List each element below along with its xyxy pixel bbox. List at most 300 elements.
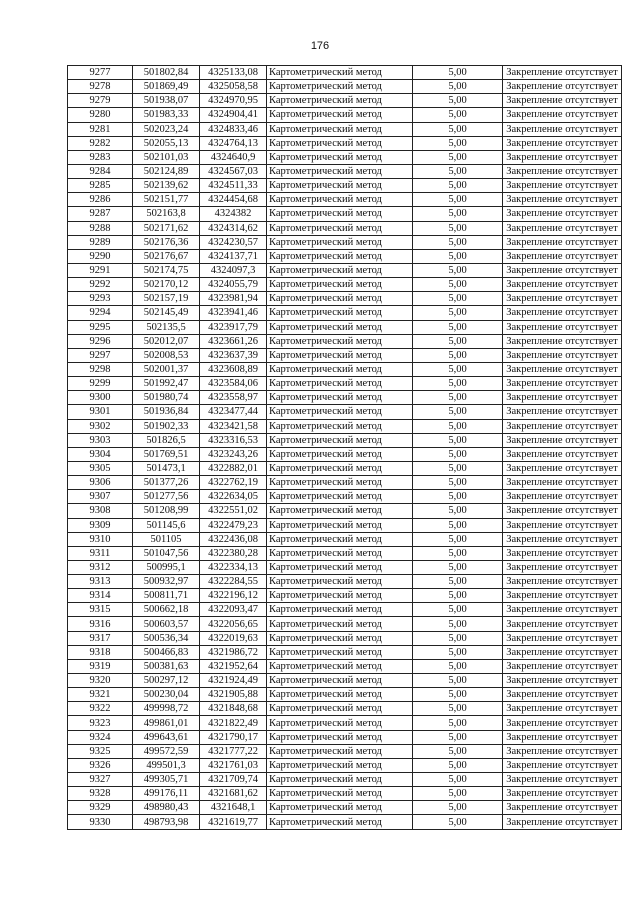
x-coordinate-cell: 501802,84 xyxy=(133,66,200,80)
point-number-cell: 9313 xyxy=(68,575,133,589)
y-coordinate-cell: 4322479,23 xyxy=(200,518,267,532)
x-coordinate-cell: 502055,13 xyxy=(133,136,200,150)
y-coordinate-cell: 4323917,79 xyxy=(200,320,267,334)
fixation-cell: Закрепление отсутствует xyxy=(503,801,622,815)
point-number-cell: 9307 xyxy=(68,490,133,504)
fixation-cell: Закрепление отсутствует xyxy=(503,193,622,207)
accuracy-cell: 5,00 xyxy=(413,263,503,277)
method-cell: Картометрический метод xyxy=(267,476,413,490)
y-coordinate-cell: 4322284,55 xyxy=(200,575,267,589)
table-row xyxy=(68,447,622,461)
point-number-cell: 9291 xyxy=(68,263,133,277)
accuracy-cell: 5,00 xyxy=(413,560,503,574)
point-number-cell: 9311 xyxy=(68,546,133,560)
x-coordinate-cell: 500662,18 xyxy=(133,603,200,617)
table-row xyxy=(68,730,622,744)
method-cell: Картометрический метод xyxy=(267,122,413,136)
x-coordinate-cell: 500297,12 xyxy=(133,674,200,688)
x-coordinate-cell: 499176,11 xyxy=(133,787,200,801)
fixation-cell: Закрепление отсутствует xyxy=(503,278,622,292)
table-row xyxy=(68,631,622,645)
method-cell: Картометрический метод xyxy=(267,405,413,419)
fixation-cell: Закрепление отсутствует xyxy=(503,80,622,94)
point-number-cell: 9312 xyxy=(68,560,133,574)
y-coordinate-cell: 4324230,57 xyxy=(200,235,267,249)
method-cell: Картометрический метод xyxy=(267,249,413,263)
fixation-cell: Закрепление отсутствует xyxy=(503,433,622,447)
x-coordinate-cell: 500230,04 xyxy=(133,688,200,702)
method-cell: Картометрический метод xyxy=(267,730,413,744)
point-number-cell: 9300 xyxy=(68,391,133,405)
fixation-cell: Закрепление отсутствует xyxy=(503,334,622,348)
x-coordinate-cell: 502145,49 xyxy=(133,306,200,320)
method-cell: Картометрический метод xyxy=(267,758,413,772)
x-coordinate-cell: 501277,56 xyxy=(133,490,200,504)
x-coordinate-cell: 501902,33 xyxy=(133,419,200,433)
accuracy-cell: 5,00 xyxy=(413,716,503,730)
table-row xyxy=(68,292,622,306)
fixation-cell: Закрепление отсутствует xyxy=(503,730,622,744)
x-coordinate-cell: 502163,8 xyxy=(133,207,200,221)
x-coordinate-cell: 502001,37 xyxy=(133,362,200,376)
accuracy-cell: 5,00 xyxy=(413,631,503,645)
table-row xyxy=(68,179,622,193)
y-coordinate-cell: 4323477,44 xyxy=(200,405,267,419)
method-cell: Картометрический метод xyxy=(267,66,413,80)
y-coordinate-cell: 4324640,9 xyxy=(200,150,267,164)
x-coordinate-cell: 500932,97 xyxy=(133,575,200,589)
fixation-cell: Закрепление отсутствует xyxy=(503,560,622,574)
x-coordinate-cell: 501826,5 xyxy=(133,433,200,447)
accuracy-cell: 5,00 xyxy=(413,532,503,546)
point-number-cell: 9329 xyxy=(68,801,133,815)
point-number-cell: 9308 xyxy=(68,504,133,518)
point-number-cell: 9320 xyxy=(68,674,133,688)
table-row xyxy=(68,433,622,447)
fixation-cell: Закрепление отсутствует xyxy=(503,461,622,475)
y-coordinate-cell: 4325058,58 xyxy=(200,80,267,94)
method-cell: Картометрический метод xyxy=(267,532,413,546)
point-number-cell: 9326 xyxy=(68,758,133,772)
point-number-cell: 9310 xyxy=(68,532,133,546)
point-number-cell: 9292 xyxy=(68,278,133,292)
point-number-cell: 9314 xyxy=(68,589,133,603)
method-cell: Картометрический метод xyxy=(267,207,413,221)
table-row xyxy=(68,207,622,221)
point-number-cell: 9298 xyxy=(68,362,133,376)
fixation-cell: Закрепление отсутствует xyxy=(503,94,622,108)
table-row xyxy=(68,787,622,801)
method-cell: Картометрический метод xyxy=(267,447,413,461)
accuracy-cell: 5,00 xyxy=(413,292,503,306)
y-coordinate-cell: 4321709,74 xyxy=(200,773,267,787)
fixation-cell: Закрепление отсутствует xyxy=(503,263,622,277)
accuracy-cell: 5,00 xyxy=(413,108,503,122)
table-row xyxy=(68,306,622,320)
fixation-cell: Закрепление отсутствует xyxy=(503,362,622,376)
x-coordinate-cell: 502151,77 xyxy=(133,193,200,207)
table-row xyxy=(68,744,622,758)
point-number-cell: 9288 xyxy=(68,221,133,235)
fixation-cell: Закрепление отсутствует xyxy=(503,348,622,362)
accuracy-cell: 5,00 xyxy=(413,320,503,334)
method-cell: Картометрический метод xyxy=(267,278,413,292)
fixation-cell: Закрепление отсутствует xyxy=(503,674,622,688)
point-number-cell: 9279 xyxy=(68,94,133,108)
fixation-cell: Закрепление отсутствует xyxy=(503,787,622,801)
table-row xyxy=(68,702,622,716)
table-row xyxy=(68,575,622,589)
table-row xyxy=(68,66,622,80)
table-row xyxy=(68,348,622,362)
table-row xyxy=(68,278,622,292)
method-cell: Картометрический метод xyxy=(267,815,413,829)
accuracy-cell: 5,00 xyxy=(413,801,503,815)
accuracy-cell: 5,00 xyxy=(413,575,503,589)
method-cell: Картометрический метод xyxy=(267,617,413,631)
y-coordinate-cell: 4323661,26 xyxy=(200,334,267,348)
accuracy-cell: 5,00 xyxy=(413,179,503,193)
method-cell: Картометрический метод xyxy=(267,716,413,730)
accuracy-cell: 5,00 xyxy=(413,122,503,136)
method-cell: Картометрический метод xyxy=(267,221,413,235)
method-cell: Картометрический метод xyxy=(267,136,413,150)
method-cell: Картометрический метод xyxy=(267,645,413,659)
method-cell: Картометрический метод xyxy=(267,164,413,178)
method-cell: Картометрический метод xyxy=(267,546,413,560)
point-number-cell: 9296 xyxy=(68,334,133,348)
accuracy-cell: 5,00 xyxy=(413,815,503,829)
x-coordinate-cell: 501145,6 xyxy=(133,518,200,532)
method-cell: Картометрический метод xyxy=(267,490,413,504)
y-coordinate-cell: 4324097,3 xyxy=(200,263,267,277)
y-coordinate-cell: 4323316,53 xyxy=(200,433,267,447)
table-row xyxy=(68,377,622,391)
table-row xyxy=(68,122,622,136)
fixation-cell: Закрепление отсутствует xyxy=(503,744,622,758)
table-row xyxy=(68,815,622,829)
table-row xyxy=(68,108,622,122)
table-row xyxy=(68,617,622,631)
point-number-cell: 9328 xyxy=(68,787,133,801)
fixation-cell: Закрепление отсутствует xyxy=(503,631,622,645)
fixation-cell: Закрепление отсутствует xyxy=(503,136,622,150)
table-row xyxy=(68,405,622,419)
point-number-cell: 9316 xyxy=(68,617,133,631)
fixation-cell: Закрепление отсутствует xyxy=(503,758,622,772)
x-coordinate-cell: 501983,33 xyxy=(133,108,200,122)
point-number-cell: 9304 xyxy=(68,447,133,461)
accuracy-cell: 5,00 xyxy=(413,589,503,603)
x-coordinate-cell: 500995,1 xyxy=(133,560,200,574)
x-coordinate-cell: 502135,5 xyxy=(133,320,200,334)
table-row xyxy=(68,758,622,772)
method-cell: Картометрический метод xyxy=(267,702,413,716)
method-cell: Картометрический метод xyxy=(267,334,413,348)
x-coordinate-cell: 499861,01 xyxy=(133,716,200,730)
fixation-cell: Закрепление отсутствует xyxy=(503,603,622,617)
accuracy-cell: 5,00 xyxy=(413,476,503,490)
point-number-cell: 9330 xyxy=(68,815,133,829)
table-row xyxy=(68,94,622,108)
point-number-cell: 9286 xyxy=(68,193,133,207)
accuracy-cell: 5,00 xyxy=(413,334,503,348)
method-cell: Картометрический метод xyxy=(267,659,413,673)
fixation-cell: Закрепление отсутствует xyxy=(503,490,622,504)
fixation-cell: Закрепление отсутствует xyxy=(503,292,622,306)
x-coordinate-cell: 502124,89 xyxy=(133,164,200,178)
x-coordinate-cell: 502176,36 xyxy=(133,235,200,249)
x-coordinate-cell: 501377,26 xyxy=(133,476,200,490)
table-row xyxy=(68,235,622,249)
method-cell: Картометрический метод xyxy=(267,320,413,334)
fixation-cell: Закрепление отсутствует xyxy=(503,659,622,673)
y-coordinate-cell: 4323941,46 xyxy=(200,306,267,320)
x-coordinate-cell: 502023,24 xyxy=(133,122,200,136)
y-coordinate-cell: 4322334,13 xyxy=(200,560,267,574)
y-coordinate-cell: 4322093,47 xyxy=(200,603,267,617)
fixation-cell: Закрепление отсутствует xyxy=(503,447,622,461)
method-cell: Картометрический метод xyxy=(267,801,413,815)
y-coordinate-cell: 4324314,62 xyxy=(200,221,267,235)
table-row xyxy=(68,490,622,504)
y-coordinate-cell: 4322882,01 xyxy=(200,461,267,475)
y-coordinate-cell: 4321924,49 xyxy=(200,674,267,688)
y-coordinate-cell: 4321848,68 xyxy=(200,702,267,716)
table-row xyxy=(68,532,622,546)
method-cell: Картометрический метод xyxy=(267,263,413,277)
point-number-cell: 9309 xyxy=(68,518,133,532)
x-coordinate-cell: 501769,51 xyxy=(133,447,200,461)
y-coordinate-cell: 4321905,88 xyxy=(200,688,267,702)
table-row xyxy=(68,419,622,433)
y-coordinate-cell: 4323243,26 xyxy=(200,447,267,461)
accuracy-cell: 5,00 xyxy=(413,433,503,447)
point-number-cell: 9282 xyxy=(68,136,133,150)
accuracy-cell: 5,00 xyxy=(413,94,503,108)
y-coordinate-cell: 4323608,89 xyxy=(200,362,267,376)
table-row xyxy=(68,320,622,334)
method-cell: Картометрический метод xyxy=(267,391,413,405)
fixation-cell: Закрепление отсутствует xyxy=(503,405,622,419)
table-row xyxy=(68,221,622,235)
point-number-cell: 9315 xyxy=(68,603,133,617)
method-cell: Картометрический метод xyxy=(267,589,413,603)
y-coordinate-cell: 4321619,77 xyxy=(200,815,267,829)
y-coordinate-cell: 4325133,08 xyxy=(200,66,267,80)
page-number: 176 xyxy=(310,40,330,52)
table-row xyxy=(68,504,622,518)
table-row xyxy=(68,659,622,673)
fixation-cell: Закрепление отсутствует xyxy=(503,164,622,178)
y-coordinate-cell: 4324382 xyxy=(200,207,267,221)
x-coordinate-cell: 500466,83 xyxy=(133,645,200,659)
accuracy-cell: 5,00 xyxy=(413,377,503,391)
method-cell: Картометрический метод xyxy=(267,193,413,207)
accuracy-cell: 5,00 xyxy=(413,490,503,504)
accuracy-cell: 5,00 xyxy=(413,362,503,376)
y-coordinate-cell: 4322762,19 xyxy=(200,476,267,490)
method-cell: Картометрический метод xyxy=(267,603,413,617)
table-row xyxy=(68,560,622,574)
table-row xyxy=(68,674,622,688)
fixation-cell: Закрепление отсутствует xyxy=(503,122,622,136)
accuracy-cell: 5,00 xyxy=(413,504,503,518)
method-cell: Картометрический метод xyxy=(267,688,413,702)
method-cell: Картометрический метод xyxy=(267,108,413,122)
accuracy-cell: 5,00 xyxy=(413,702,503,716)
table-row xyxy=(68,249,622,263)
fixation-cell: Закрепление отсутствует xyxy=(503,320,622,334)
fixation-cell: Закрепление отсутствует xyxy=(503,546,622,560)
y-coordinate-cell: 4323558,97 xyxy=(200,391,267,405)
x-coordinate-cell: 501980,74 xyxy=(133,391,200,405)
accuracy-cell: 5,00 xyxy=(413,193,503,207)
x-coordinate-cell: 501105 xyxy=(133,532,200,546)
method-cell: Картометрический метод xyxy=(267,150,413,164)
x-coordinate-cell: 502008,53 xyxy=(133,348,200,362)
x-coordinate-cell: 499643,61 xyxy=(133,730,200,744)
x-coordinate-cell: 500536,34 xyxy=(133,631,200,645)
accuracy-cell: 5,00 xyxy=(413,80,503,94)
fixation-cell: Закрепление отсутствует xyxy=(503,108,622,122)
point-number-cell: 9305 xyxy=(68,461,133,475)
accuracy-cell: 5,00 xyxy=(413,744,503,758)
table-row xyxy=(68,362,622,376)
table-row xyxy=(68,164,622,178)
table-row xyxy=(68,645,622,659)
point-number-cell: 9303 xyxy=(68,433,133,447)
point-number-cell: 9302 xyxy=(68,419,133,433)
accuracy-cell: 5,00 xyxy=(413,617,503,631)
accuracy-cell: 5,00 xyxy=(413,518,503,532)
accuracy-cell: 5,00 xyxy=(413,207,503,221)
method-cell: Картометрический метод xyxy=(267,80,413,94)
table-row xyxy=(68,589,622,603)
y-coordinate-cell: 4324970,95 xyxy=(200,94,267,108)
fixation-cell: Закрепление отсутствует xyxy=(503,150,622,164)
point-number-cell: 9299 xyxy=(68,377,133,391)
x-coordinate-cell: 501473,1 xyxy=(133,461,200,475)
accuracy-cell: 5,00 xyxy=(413,447,503,461)
method-cell: Картометрический метод xyxy=(267,292,413,306)
coordinates-table xyxy=(67,65,622,830)
x-coordinate-cell: 498980,43 xyxy=(133,801,200,815)
fixation-cell: Закрепление отсутствует xyxy=(503,518,622,532)
y-coordinate-cell: 4321952,64 xyxy=(200,659,267,673)
method-cell: Картометрический метод xyxy=(267,419,413,433)
fixation-cell: Закрепление отсутствует xyxy=(503,617,622,631)
point-number-cell: 9321 xyxy=(68,688,133,702)
x-coordinate-cell: 499305,71 xyxy=(133,773,200,787)
point-number-cell: 9285 xyxy=(68,179,133,193)
method-cell: Картометрический метод xyxy=(267,787,413,801)
x-coordinate-cell: 499572,59 xyxy=(133,744,200,758)
accuracy-cell: 5,00 xyxy=(413,603,503,617)
accuracy-cell: 5,00 xyxy=(413,773,503,787)
method-cell: Картометрический метод xyxy=(267,433,413,447)
y-coordinate-cell: 4321822,49 xyxy=(200,716,267,730)
x-coordinate-cell: 499998,72 xyxy=(133,702,200,716)
y-coordinate-cell: 4322380,28 xyxy=(200,546,267,560)
table-row xyxy=(68,461,622,475)
table-row xyxy=(68,716,622,730)
y-coordinate-cell: 4324764,13 xyxy=(200,136,267,150)
accuracy-cell: 5,00 xyxy=(413,674,503,688)
method-cell: Картометрический метод xyxy=(267,377,413,391)
point-number-cell: 9278 xyxy=(68,80,133,94)
method-cell: Картометрический метод xyxy=(267,773,413,787)
y-coordinate-cell: 4324567,03 xyxy=(200,164,267,178)
fixation-cell: Закрепление отсутствует xyxy=(503,702,622,716)
x-coordinate-cell: 502157,19 xyxy=(133,292,200,306)
accuracy-cell: 5,00 xyxy=(413,278,503,292)
accuracy-cell: 5,00 xyxy=(413,136,503,150)
x-coordinate-cell: 502101,03 xyxy=(133,150,200,164)
accuracy-cell: 5,00 xyxy=(413,688,503,702)
fixation-cell: Закрепление отсутствует xyxy=(503,66,622,80)
y-coordinate-cell: 4323981,94 xyxy=(200,292,267,306)
point-number-cell: 9323 xyxy=(68,716,133,730)
x-coordinate-cell: 500811,71 xyxy=(133,589,200,603)
method-cell: Картометрический метод xyxy=(267,235,413,249)
fixation-cell: Закрепление отсутствует xyxy=(503,688,622,702)
y-coordinate-cell: 4324055,79 xyxy=(200,278,267,292)
method-cell: Картометрический метод xyxy=(267,560,413,574)
fixation-cell: Закрепление отсутствует xyxy=(503,207,622,221)
accuracy-cell: 5,00 xyxy=(413,659,503,673)
method-cell: Картометрический метод xyxy=(267,179,413,193)
accuracy-cell: 5,00 xyxy=(413,164,503,178)
accuracy-cell: 5,00 xyxy=(413,348,503,362)
fixation-cell: Закрепление отсутствует xyxy=(503,179,622,193)
accuracy-cell: 5,00 xyxy=(413,546,503,560)
method-cell: Картометрический метод xyxy=(267,674,413,688)
x-coordinate-cell: 502139,62 xyxy=(133,179,200,193)
table-row xyxy=(68,150,622,164)
y-coordinate-cell: 4322056,65 xyxy=(200,617,267,631)
point-number-cell: 9322 xyxy=(68,702,133,716)
point-number-cell: 9317 xyxy=(68,631,133,645)
point-number-cell: 9277 xyxy=(68,66,133,80)
table-row xyxy=(68,334,622,348)
point-number-cell: 9293 xyxy=(68,292,133,306)
accuracy-cell: 5,00 xyxy=(413,150,503,164)
y-coordinate-cell: 4322634,05 xyxy=(200,490,267,504)
point-number-cell: 9290 xyxy=(68,249,133,263)
accuracy-cell: 5,00 xyxy=(413,235,503,249)
y-coordinate-cell: 4322019,63 xyxy=(200,631,267,645)
point-number-cell: 9324 xyxy=(68,730,133,744)
accuracy-cell: 5,00 xyxy=(413,66,503,80)
method-cell: Картометрический метод xyxy=(267,306,413,320)
point-number-cell: 9280 xyxy=(68,108,133,122)
accuracy-cell: 5,00 xyxy=(413,249,503,263)
accuracy-cell: 5,00 xyxy=(413,787,503,801)
table-row xyxy=(68,391,622,405)
method-cell: Картометрический метод xyxy=(267,504,413,518)
accuracy-cell: 5,00 xyxy=(413,758,503,772)
accuracy-cell: 5,00 xyxy=(413,461,503,475)
fixation-cell: Закрепление отсутствует xyxy=(503,532,622,546)
method-cell: Картометрический метод xyxy=(267,518,413,532)
point-number-cell: 9283 xyxy=(68,150,133,164)
accuracy-cell: 5,00 xyxy=(413,419,503,433)
x-coordinate-cell: 501936,84 xyxy=(133,405,200,419)
y-coordinate-cell: 4322551,02 xyxy=(200,504,267,518)
fixation-cell: Закрепление отсутствует xyxy=(503,221,622,235)
y-coordinate-cell: 4324511,33 xyxy=(200,179,267,193)
